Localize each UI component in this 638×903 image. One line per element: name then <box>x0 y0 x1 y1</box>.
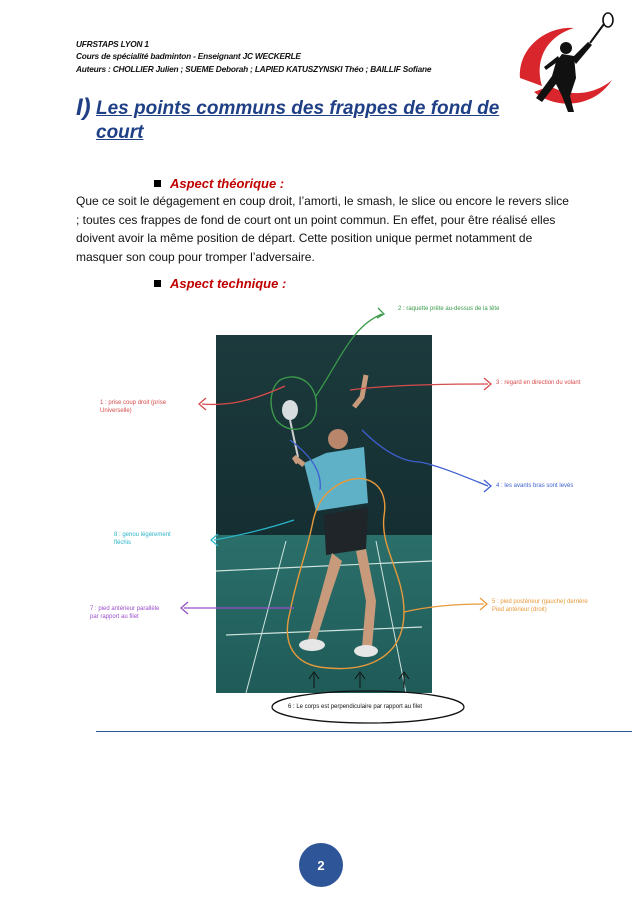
annotation-7-line1: 7 : pied antérieur parallèle <box>90 606 160 612</box>
square-bullet-icon <box>154 280 161 287</box>
annotation-7-line2: par rapport au filet <box>90 613 139 620</box>
annotation-8-line1: 8 : genou légèrement <box>114 532 171 538</box>
page-number-badge: 2 <box>299 843 343 887</box>
annotation-1 <box>100 400 166 415</box>
annotation-1-line2: Universelle) <box>100 407 132 414</box>
annotated-figure <box>0 296 638 726</box>
subheading-theoretical-label: Aspect théorique : <box>170 176 285 191</box>
annotation-5 <box>492 599 588 614</box>
header-authors: Auteurs : CHOLLIER Julien ; SUEME Deborah ; LAPIED KATUSZYNSKI Théo ; BAILLIF Sofiane <box>76 63 432 74</box>
heading-number: I) <box>76 94 91 121</box>
subheading-technical-label: Aspect technique : <box>170 276 287 291</box>
annotation-1-line1: 1 : prise coup droit (prise <box>100 400 167 406</box>
square-bullet-icon <box>154 180 161 187</box>
header-institution: UFRSTAPS LYON 1 <box>76 39 149 49</box>
body-paragraph: Que ce soit le dégagement en coup droit, l’amorti, le smash, le slice ou encore le revers slice ; toutes ces frappes de fond de court ont un point commun. En effet, pour être réalisé elles doivent avoir la même position de départ. Cette position unique permet notamment de masquer son coup pour tromper l’adversaire. <box>76 194 569 264</box>
subheading-theoretical <box>154 176 284 191</box>
badminton-logo <box>512 12 622 120</box>
annotation-8-line2: fléchis <box>114 539 132 546</box>
annotation-5-line2: Pied antérieur (droit) <box>492 606 547 613</box>
annotation-4: 4 : les avants bras sont levés <box>496 483 574 489</box>
horizontal-rule <box>96 731 632 732</box>
document-header <box>76 38 431 75</box>
annotation-7 <box>90 606 159 621</box>
annotation-5-line1: 5 : pied postérieur (gauche) derrière <box>492 599 588 605</box>
subheading-technical <box>154 276 286 291</box>
annotation-2: 2 : raquette prête au-dessus de la tête <box>398 306 500 312</box>
annotation-8 <box>114 532 171 547</box>
heading-title: Les points communs des frappes de fond de court <box>96 98 500 143</box>
header-course: Cours de spécialité badminton - Enseignant JC WECKERLE <box>76 51 301 62</box>
annotation-3: 3 : regard en direction du volant <box>496 380 581 386</box>
annotation-6: 6 : Le corps est perpendiculaire par rapport au filet <box>288 704 423 710</box>
